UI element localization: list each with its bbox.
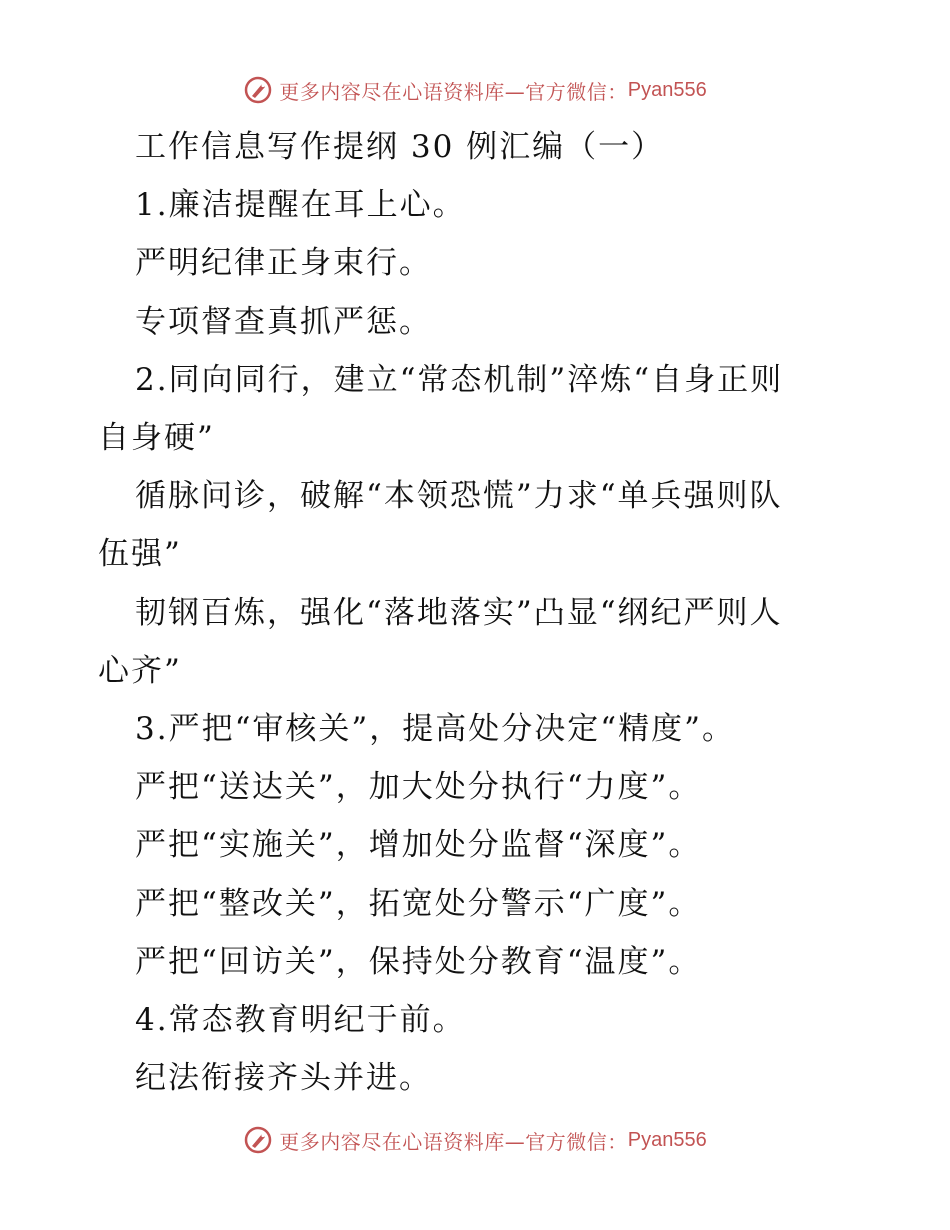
text-line: 严把“实施关”，增加处分监督“深度”。 (135, 827, 702, 864)
text-line: 韧钢百炼，强化“落地落实”凸显“纲纪严则人 (135, 594, 783, 631)
text-line: 3.严把“审核关”，提高处分决定“精度”。 (135, 711, 735, 748)
pen-nib-logo-icon (243, 75, 273, 105)
text-line: 严明纪律正身束行。 (135, 245, 432, 282)
text-line-continuation: 伍强” (98, 536, 182, 573)
text-line: 严把“送达关”，加大处分执行“力度”。 (135, 769, 702, 806)
text-line-continuation: 心齐” (98, 652, 182, 689)
document-body (98, 118, 858, 1107)
footer-watermark (0, 1120, 950, 1160)
watermark-text: 更多内容尽在心语资料库—官方微信： (279, 79, 628, 104)
text-line: 循脉问诊，破解“本领恐慌”力求“单兵强则队 (135, 478, 783, 515)
text-line: 纪法衔接齐头并进。 (135, 1060, 432, 1097)
text-line: 严把“整改关”，拓宽处分警示“广度”。 (135, 885, 702, 922)
text-line-continuation: 自身硬” (98, 420, 215, 457)
watermark-wechat-id: Pyan556 (627, 1128, 707, 1151)
text-line: 4.常态教育明纪于前。 (135, 1002, 466, 1039)
watermark-text: 更多内容尽在心语资料库—官方微信： (279, 1129, 628, 1154)
document-title: 工作信息写作提纲 30 例汇编（一） (135, 129, 665, 165)
text-line: 1.廉洁提醒在耳上心。 (135, 187, 466, 224)
text-line: 专项督查真抓严惩。 (135, 303, 432, 340)
watermark-wechat-id: Pyan556 (627, 78, 707, 101)
pen-nib-logo-icon (243, 1125, 273, 1155)
text-line: 严把“回访关”，保持处分教育“温度”。 (135, 943, 702, 980)
header-watermark (0, 70, 950, 110)
text-line: 2.同向同行，建立“常态机制”淬炼“自身正则 (135, 361, 784, 398)
